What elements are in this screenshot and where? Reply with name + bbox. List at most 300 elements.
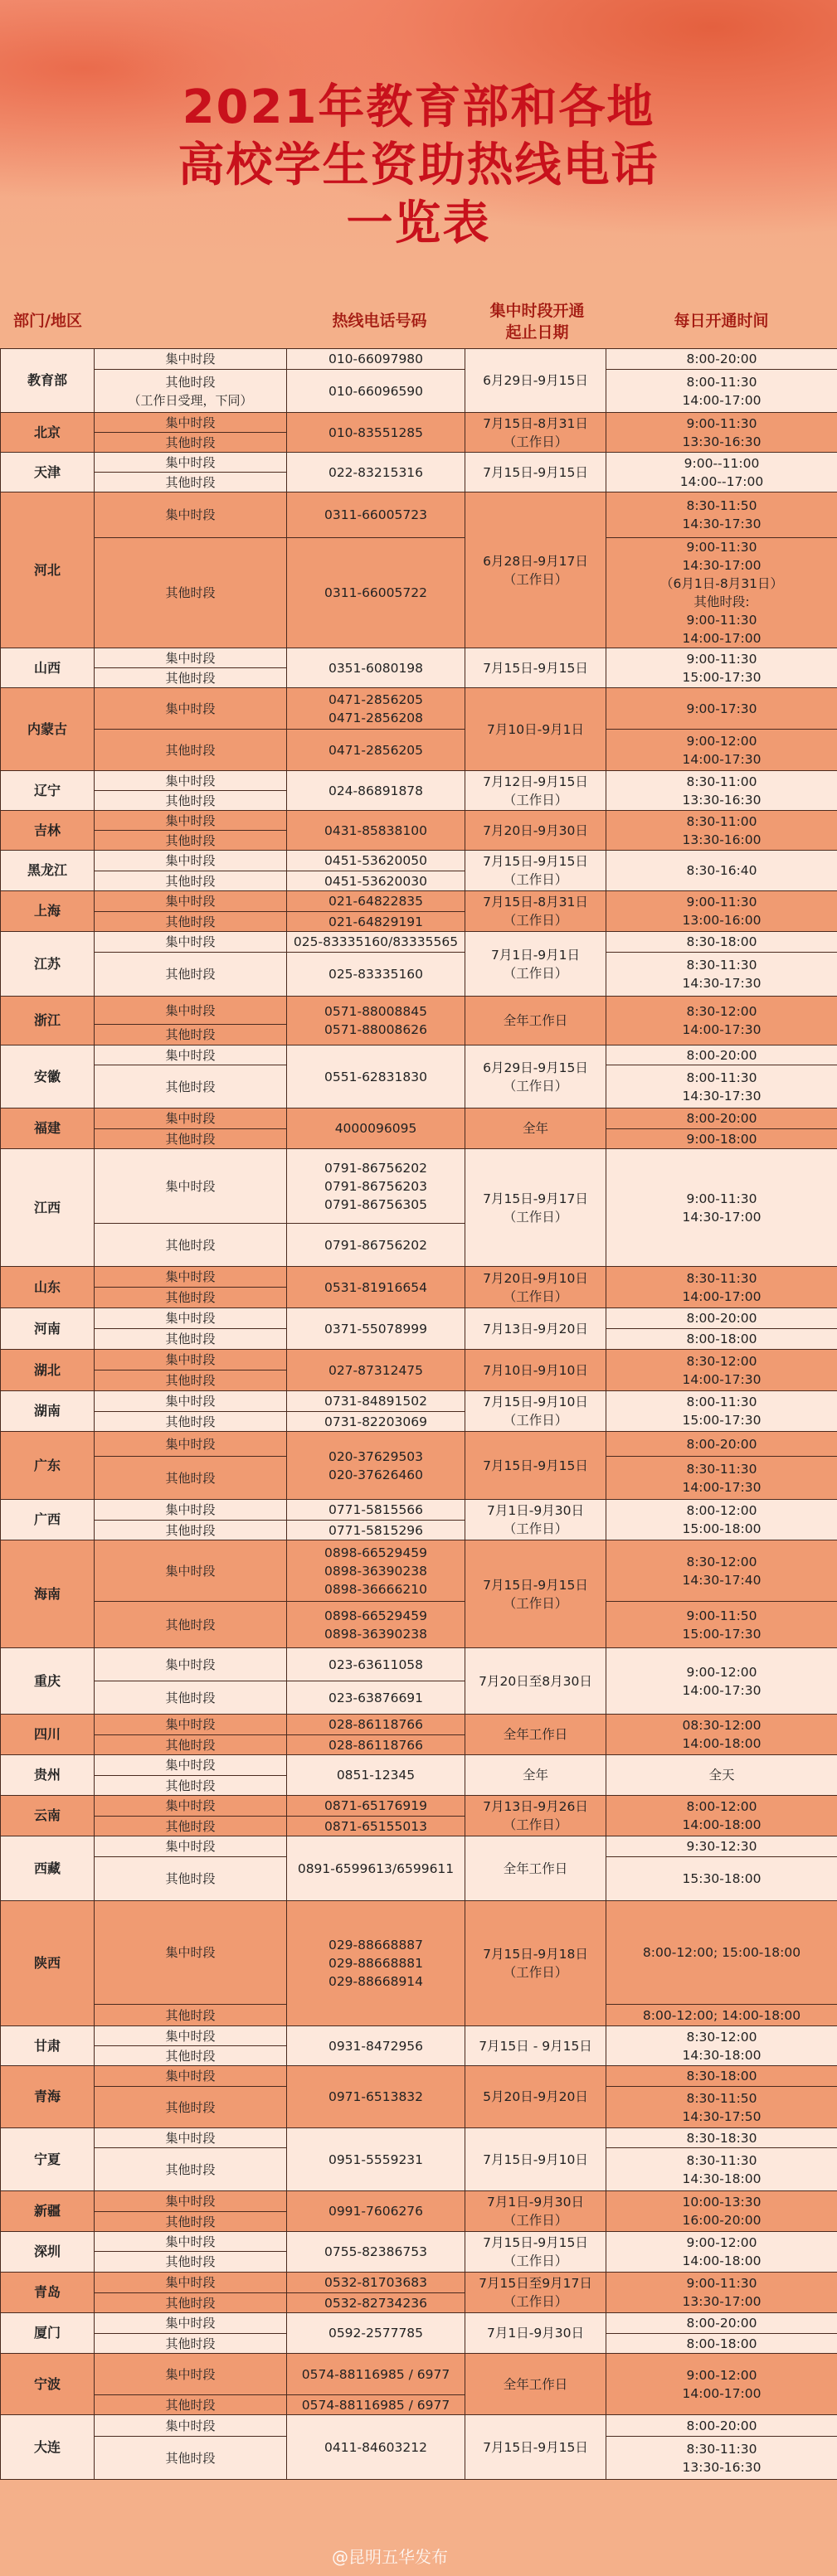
period-cell: 其他时段 <box>95 473 287 492</box>
period-cell: 其他时段 <box>95 1224 287 1267</box>
hours-cell: 8:00-18:00 <box>606 1329 837 1350</box>
table-row <box>1 771 837 791</box>
hours-cell: 9:00-12:00 14:00-17:30 <box>606 730 837 771</box>
phone-cell: 028-86118766 <box>287 1715 465 1735</box>
dates-cell: 7月12日-9月15日 （工作日） <box>465 771 606 811</box>
hours-cell: 8:00-11:30 14:00-17:00 <box>606 370 837 413</box>
hours-cell: 8:00-20:00 <box>606 349 837 370</box>
phone-cell: 027-87312475 <box>287 1350 465 1391</box>
period-cell: 其他时段 <box>95 1521 287 1540</box>
period-cell: 其他时段 <box>95 2046 287 2066</box>
phone-cell: 4000096095 <box>287 1109 465 1149</box>
region-cell: 大连 <box>1 2415 95 2480</box>
period-cell: 其他时段 <box>95 1857 287 1901</box>
region-cell: 教育部 <box>1 349 95 413</box>
page-title-line-1: 2021年教育部和各地 <box>182 80 655 134</box>
table-row <box>1 2066 837 2087</box>
header-region: 部门/地区 <box>13 312 82 330</box>
phone-cell: 025-83335160 <box>287 953 465 997</box>
phone-cell: 0371-55078999 <box>287 1308 465 1350</box>
table-row <box>1 453 837 473</box>
hours-cell: 8:00-18:00 <box>606 2334 837 2354</box>
phone-cell: 0311-66005722 <box>287 538 465 648</box>
period-cell: 其他时段 <box>95 791 287 811</box>
region-cell: 青岛 <box>1 2273 95 2313</box>
region-cell: 辽宁 <box>1 771 95 811</box>
phone-cell: 0771-5815566 <box>287 1500 465 1521</box>
phone-cell: 0411-84603212 <box>287 2415 465 2480</box>
period-cell: 其他时段 <box>95 433 287 453</box>
region-cell: 重庆 <box>1 1648 95 1715</box>
period-cell: 其他时段 <box>95 1681 287 1715</box>
table-row <box>1 1901 837 2005</box>
phone-cell: 022-83215316 <box>287 453 465 492</box>
period-cell: 其他时段 <box>95 912 287 932</box>
period-cell: 其他时段 <box>95 1370 287 1391</box>
table-row <box>1 1648 837 1681</box>
phone-cell: 0791-86756202 0791-86756203 0791-86756305 <box>287 1149 465 1224</box>
dates-cell: 7月20日-9月10日 （工作日） <box>465 1267 606 1308</box>
table-row <box>1 492 837 538</box>
hours-cell: 8:00-12:00 15:00-18:00 <box>606 1500 837 1540</box>
header-banner <box>0 0 837 274</box>
region-cell: 深圳 <box>1 2232 95 2273</box>
phone-cell: 010-66096590 <box>287 370 465 413</box>
table-row <box>1 851 837 871</box>
region-cell: 浙江 <box>1 997 95 1045</box>
period-cell: 集中时段 <box>95 453 287 473</box>
dates-cell: 7月15日-9月10日 <box>465 2128 606 2191</box>
phone-cell: 028-86118766 <box>287 1735 465 1755</box>
region-cell: 北京 <box>1 413 95 453</box>
period-cell: 其他时段 <box>95 1776 287 1796</box>
dates-cell: 7月15日-9月15日 （工作日） <box>465 2232 606 2273</box>
phone-cell: 0532-82734236 <box>287 2293 465 2313</box>
period-cell: 集中时段 <box>95 1432 287 1457</box>
phone-cell: 021-64822835 <box>287 891 465 912</box>
period-cell: 其他时段 <box>95 831 287 851</box>
period-cell: 其他时段 <box>95 1025 287 1045</box>
period-cell: 集中时段 <box>95 1149 287 1224</box>
table-row <box>1 1602 837 1648</box>
phone-cell: 0991-7606276 <box>287 2191 465 2232</box>
dates-cell: 7月1日-9月30日 （工作日） <box>465 2191 606 2232</box>
table-row <box>1 2354 837 2395</box>
table-row <box>1 730 837 771</box>
period-cell: 集中时段 <box>95 1836 287 1857</box>
hours-cell: 8:30-12:00 14:00-17:30 <box>606 997 837 1045</box>
hours-cell: 9:00-17:30 <box>606 688 837 730</box>
phone-cell: 0471-2856205 0471-2856208 <box>287 688 465 730</box>
table-row <box>1 2128 837 2148</box>
period-cell: 集中时段 <box>95 1350 287 1370</box>
table-row <box>1 2273 837 2293</box>
region-cell: 厦门 <box>1 2313 95 2354</box>
period-cell: 集中时段 <box>95 1391 287 1412</box>
phone-cell: 0571-88008845 0571-88008626 <box>287 997 465 1045</box>
table-row <box>1 1350 837 1370</box>
table-row <box>1 2026 837 2046</box>
phone-cell: 0431-85838100 <box>287 811 465 851</box>
period-cell: 其他时段 <box>95 1412 287 1432</box>
period-cell: 集中时段 <box>95 811 287 831</box>
hours-cell: 8:00-11:30 15:00-17:30 <box>606 1391 837 1432</box>
dates-cell: 7月20日-9月30日 <box>465 811 606 851</box>
phone-cell: 0755-82386753 <box>287 2232 465 2273</box>
phone-cell: 0898-66529459 0898-36390238 <box>287 1602 465 1648</box>
dates-cell: 5月20日-9月20日 <box>465 2066 606 2128</box>
region-cell: 海南 <box>1 1540 95 1648</box>
period-cell: 其他时段 <box>95 1457 287 1500</box>
table-row <box>1 1500 837 1521</box>
period-cell: 集中时段 <box>95 2313 287 2334</box>
period-cell: 其他时段 <box>95 2212 287 2232</box>
table-row <box>1 1267 837 1288</box>
phone-cell: 023-63876691 <box>287 1681 465 1715</box>
dates-cell: 7月15日-9月15日 （工作日） <box>465 1540 606 1648</box>
region-cell: 天津 <box>1 453 95 492</box>
phone-cell: 0971-6513832 <box>287 2066 465 2128</box>
dates-cell: 6月29日-9月15日 <box>465 349 606 413</box>
table-row <box>1 688 837 730</box>
table-row <box>1 2191 837 2212</box>
table-row <box>1 1796 837 1817</box>
hours-cell: 9:00-12:00 14:00-18:00 <box>606 2232 837 2273</box>
dates-cell: 全年工作日 <box>465 2354 606 2415</box>
hours-cell: 9:00-11:30 14:30-17:00 <box>606 1149 837 1267</box>
region-cell: 湖北 <box>1 1350 95 1391</box>
table-row <box>1 2232 837 2252</box>
period-cell: 集中时段 <box>95 1045 287 1065</box>
hours-cell: 8:30-11:30 14:30-17:30 <box>606 953 837 997</box>
period-cell: 其他时段 <box>95 1065 287 1109</box>
period-cell: 集中时段 <box>95 2232 287 2252</box>
region-cell: 广东 <box>1 1432 95 1500</box>
period-cell: 集中时段 <box>95 413 287 433</box>
region-cell: 贵州 <box>1 1755 95 1796</box>
table-row <box>1 370 837 413</box>
hours-cell: 8:00-20:00 <box>606 2415 837 2437</box>
hours-cell: 8:30-11:30 13:30-16:30 <box>606 2437 837 2480</box>
hours-cell: 10:00-13:30 16:00-20:00 <box>606 2191 837 2232</box>
hours-cell: 9:00-11:30 14:30-17:00 （6月1日-8月31日） 其他时段: 9:00-11:30 14:00-17:00 <box>606 538 837 648</box>
region-cell: 新疆 <box>1 2191 95 2232</box>
period-cell: 集中时段 <box>95 688 287 730</box>
period-cell: 其他时段 <box>95 2395 287 2415</box>
hours-cell: 9:00-11:30 13:00-16:00 <box>606 891 837 932</box>
dates-cell: 6月28日-9月17日 （工作日） <box>465 492 606 648</box>
table-row <box>1 2313 837 2334</box>
dates-cell: 全年工作日 <box>465 1836 606 1901</box>
region-cell: 青海 <box>1 2066 95 2128</box>
region-cell: 吉林 <box>1 811 95 851</box>
period-cell: 其他时段 <box>95 1288 287 1308</box>
phone-cell: 0592-2577785 <box>287 2313 465 2354</box>
dates-cell: 7月20日至8月30日 <box>465 1648 606 1715</box>
dates-cell: 7月15日-9月15日 （工作日） <box>465 851 606 891</box>
hours-cell: 9:00-18:00 <box>606 1129 837 1149</box>
period-cell: 其他时段 <box>95 2252 287 2273</box>
hotline-table <box>0 348 837 2480</box>
hours-cell: 8:00-20:00 <box>606 2313 837 2334</box>
region-cell: 江西 <box>1 1149 95 1267</box>
dates-cell: 7月15日-9月15日 <box>465 453 606 492</box>
hours-cell: 8:30-12:00 14:30-17:40 <box>606 1540 837 1602</box>
phone-cell: 0931-8472956 <box>287 2026 465 2066</box>
hours-cell: 9:00-11:30 13:30-17:00 <box>606 2273 837 2313</box>
region-cell: 安徽 <box>1 1045 95 1109</box>
header-phone: 热线电话号码 <box>332 312 427 330</box>
page-title-line-2: 高校学生资助热线电话 <box>178 138 659 192</box>
phone-cell: 0471-2856205 <box>287 730 465 771</box>
hours-cell: 08:30-12:00 14:00-18:00 <box>606 1715 837 1755</box>
period-cell: 集中时段 <box>95 1308 287 1329</box>
hours-cell: 9:00-11:30 13:30-16:30 <box>606 413 837 453</box>
table-row <box>1 1308 837 1329</box>
hours-cell: 8:00-20:00 <box>606 1308 837 1329</box>
dates-cell: 全年工作日 <box>465 997 606 1045</box>
hours-cell: 8:30-18:00 <box>606 2066 837 2087</box>
dates-cell: 7月1日-9月30日 （工作日） <box>465 1500 606 1540</box>
dates-cell: 7月1日-9月1日 （工作日） <box>465 932 606 997</box>
period-cell: 集中时段 <box>95 2026 287 2046</box>
phone-cell: 0351-6080198 <box>287 648 465 688</box>
phone-cell: 0871-65176919 <box>287 1796 465 1817</box>
hours-cell: 9:00-11:50 15:00-17:30 <box>606 1602 837 1648</box>
period-cell: 集中时段 <box>95 648 287 668</box>
dates-cell: 6月29日-9月15日 （工作日） <box>465 1045 606 1109</box>
period-cell: 其他时段 <box>95 1329 287 1350</box>
dates-cell: 7月10日-9月10日 <box>465 1350 606 1391</box>
period-cell: 集中时段 <box>95 932 287 953</box>
hours-cell: 8:00-12:00; 15:00-18:00 <box>606 1901 837 2005</box>
period-cell: 其他时段 <box>95 953 287 997</box>
table-row <box>1 997 837 1025</box>
period-cell: 其他时段 <box>95 2334 287 2354</box>
region-cell: 内蒙古 <box>1 688 95 771</box>
hours-cell: 9:00-11:30 15:00-17:30 <box>606 648 837 688</box>
phone-cell: 0311-66005723 <box>287 492 465 538</box>
period-cell: 集中时段 <box>95 1715 287 1735</box>
period-cell: 其他时段 <box>95 1129 287 1149</box>
dates-cell: 7月1日-9月30日 <box>465 2313 606 2354</box>
hours-cell: 8:30-16:40 <box>606 851 837 891</box>
period-cell: 集中时段 <box>95 2128 287 2148</box>
table-row <box>1 1836 837 1857</box>
period-cell: 集中时段 <box>95 1901 287 2005</box>
period-cell: 集中时段 <box>95 2415 287 2437</box>
dates-cell: 7月15日-9月10日 （工作日） <box>465 1391 606 1432</box>
table-row <box>1 1540 837 1602</box>
region-cell: 黑龙江 <box>1 851 95 891</box>
phone-cell: 0574-88116985 / 6977 <box>287 2354 465 2395</box>
hours-cell: 8:30-11:50 14:30-17:30 <box>606 492 837 538</box>
dates-cell: 全年 <box>465 1109 606 1149</box>
table-row <box>1 1045 837 1065</box>
period-cell: 其他时段 <box>95 1735 287 1755</box>
phone-cell: 0551-62831830 <box>287 1045 465 1109</box>
phone-cell: 0451-53620050 <box>287 851 465 871</box>
region-cell: 宁夏 <box>1 2128 95 2191</box>
hours-cell: 8:30-12:00 14:30-18:00 <box>606 2026 837 2066</box>
phone-cell: 010-83551285 <box>287 413 465 453</box>
phone-cell: 010-66097980 <box>287 349 465 370</box>
phone-cell: 0951-5559231 <box>287 2128 465 2191</box>
phone-cell: 0898-66529459 0898-36390238 0898-36666210 <box>287 1540 465 1602</box>
region-cell: 云南 <box>1 1796 95 1836</box>
dates-cell: 7月15日 - 9月15日 <box>465 2026 606 2066</box>
dates-cell: 7月15日至9月17日 （工作日） <box>465 2273 606 2313</box>
period-cell: 集中时段 <box>95 2273 287 2293</box>
dates-cell: 全年工作日 <box>465 1715 606 1755</box>
hours-cell: 8:30-11:30 14:30-18:00 <box>606 2148 837 2191</box>
hours-cell: 8:00-12:00; 14:00-18:00 <box>606 2005 837 2026</box>
dates-cell: 7月13日-9月20日 <box>465 1308 606 1350</box>
header-hours: 每日开通时间 <box>674 312 769 330</box>
period-cell: 集中时段 <box>95 1267 287 1288</box>
phone-cell: 0574-88116985 / 6977 <box>287 2395 465 2415</box>
region-cell: 广西 <box>1 1500 95 1540</box>
watermark-text: @昆明五华发布 <box>332 2547 448 2567</box>
hours-cell: 全天 <box>606 1755 837 1796</box>
period-cell: 集中时段 <box>95 2354 287 2395</box>
hours-cell: 8:30-11:50 14:30-17:50 <box>606 2087 837 2128</box>
table-row <box>1 1149 837 1224</box>
region-cell: 宁波 <box>1 2354 95 2415</box>
phone-cell: 024-86891878 <box>287 771 465 811</box>
period-cell: 集中时段 <box>95 1540 287 1602</box>
phone-cell: 025-83335160/83335565 <box>287 932 465 953</box>
period-cell: 其他时段 （工作日受理，下同） <box>95 370 287 413</box>
region-cell: 江苏 <box>1 932 95 997</box>
table-row <box>1 953 837 997</box>
period-cell: 其他时段 <box>95 1817 287 1836</box>
phone-cell: 0731-84891502 <box>287 1391 465 1412</box>
table-row <box>1 932 837 953</box>
region-cell: 福建 <box>1 1109 95 1149</box>
table-row <box>1 2415 837 2437</box>
phone-cell: 021-64829191 <box>287 912 465 932</box>
period-cell: 其他时段 <box>95 2437 287 2480</box>
table-row <box>1 413 837 433</box>
page-title-line-3: 一览表 <box>346 196 491 250</box>
dates-cell: 7月15日-9月18日 （工作日） <box>465 1901 606 2026</box>
hours-cell: 8:30-11:30 14:00-17:00 <box>606 1267 837 1308</box>
period-cell: 集中时段 <box>95 2066 287 2087</box>
phone-cell: 0891-6599613/6599611 <box>287 1836 465 1901</box>
period-cell: 其他时段 <box>95 2005 287 2026</box>
period-cell: 集中时段 <box>95 771 287 791</box>
period-cell: 集中时段 <box>95 1796 287 1817</box>
period-cell: 集中时段 <box>95 2191 287 2212</box>
period-cell: 集中时段 <box>95 349 287 370</box>
hours-cell: 9:00-12:00 14:00-17:00 <box>606 2354 837 2415</box>
hours-cell: 8:30-12:00 14:00-17:30 <box>606 1350 837 1391</box>
period-cell: 集中时段 <box>95 1648 287 1681</box>
hours-cell: 8:00-12:00 14:00-18:00 <box>606 1796 837 1836</box>
hours-cell: 8:30-18:00 <box>606 932 837 953</box>
hours-cell: 8:30-18:30 <box>606 2128 837 2148</box>
dates-cell: 7月13日-9月26日 （工作日） <box>465 1796 606 1836</box>
hours-cell: 8:00-20:00 <box>606 1432 837 1457</box>
region-cell: 四川 <box>1 1715 95 1755</box>
hours-cell: 8:00-20:00 <box>606 1109 837 1129</box>
phone-cell: 029-88668887 029-88668881 029-88668914 <box>287 1901 465 2026</box>
table-row <box>1 1391 837 1412</box>
period-cell: 其他时段 <box>95 668 287 688</box>
period-cell: 集中时段 <box>95 1500 287 1521</box>
hours-cell: 8:30-11:00 13:30-16:30 <box>606 771 837 811</box>
region-cell: 陕西 <box>1 1901 95 2026</box>
table-row <box>1 648 837 668</box>
dates-cell: 7月15日-9月15日 <box>465 2415 606 2480</box>
region-cell: 湖南 <box>1 1391 95 1432</box>
hours-cell: 9:00--11:00 14:00--17:00 <box>606 453 837 492</box>
region-cell: 河北 <box>1 492 95 648</box>
dates-cell: 7月15日-8月31日 （工作日） <box>465 413 606 453</box>
phone-cell: 0851-12345 <box>287 1755 465 1796</box>
period-cell: 其他时段 <box>95 871 287 891</box>
table-row <box>1 349 837 370</box>
table-row <box>1 1432 837 1457</box>
period-cell: 其他时段 <box>95 730 287 771</box>
hours-cell: 8:00-20:00 <box>606 1045 837 1065</box>
table-row <box>1 891 837 912</box>
period-cell: 集中时段 <box>95 1755 287 1776</box>
dates-cell: 7月15日-9月17日 （工作日） <box>465 1149 606 1267</box>
period-cell: 其他时段 <box>95 2293 287 2313</box>
dates-cell: 7月15日-9月15日 <box>465 1432 606 1500</box>
hours-cell: 8:30-11:30 14:00-17:30 <box>606 1457 837 1500</box>
hours-cell: 8:00-11:30 14:30-17:30 <box>606 1065 837 1109</box>
period-cell: 集中时段 <box>95 851 287 871</box>
region-cell: 山东 <box>1 1267 95 1308</box>
dates-cell: 7月15日-8月31日 （工作日） <box>465 891 606 932</box>
period-cell: 集中时段 <box>95 1109 287 1129</box>
table-row <box>1 1715 837 1735</box>
hours-cell: 15:30-18:00 <box>606 1857 837 1901</box>
table-row <box>1 538 837 648</box>
dates-cell: 7月15日-9月15日 <box>465 648 606 688</box>
phone-cell: 0531-81916654 <box>287 1267 465 1308</box>
region-cell: 河南 <box>1 1308 95 1350</box>
hours-cell: 9:00-12:00 14:00-17:30 <box>606 1648 837 1715</box>
region-cell: 山西 <box>1 648 95 688</box>
phone-cell: 0791-86756202 <box>287 1224 465 1267</box>
phone-cell: 020-37629503 020-37626460 <box>287 1432 465 1500</box>
table-row <box>1 1109 837 1129</box>
table-row <box>1 1755 837 1776</box>
phone-cell: 0731-82203069 <box>287 1412 465 1432</box>
region-cell: 西藏 <box>1 1836 95 1901</box>
period-cell: 集中时段 <box>95 492 287 538</box>
header-period-line-2: 起止日期 <box>505 323 569 342</box>
period-cell: 集中时段 <box>95 891 287 912</box>
phone-cell: 0451-53620030 <box>287 871 465 891</box>
phone-cell: 0871-65155013 <box>287 1817 465 1836</box>
period-cell: 其他时段 <box>95 2087 287 2128</box>
phone-cell: 0532-81703683 <box>287 2273 465 2293</box>
period-cell: 其他时段 <box>95 538 287 648</box>
period-cell: 集中时段 <box>95 997 287 1025</box>
period-cell: 其他时段 <box>95 1602 287 1648</box>
period-cell: 其他时段 <box>95 2148 287 2191</box>
header-period-line-1: 集中时段开通 <box>489 302 585 320</box>
hours-cell: 8:30-11:00 13:30-16:00 <box>606 811 837 851</box>
dates-cell: 全年 <box>465 1755 606 1796</box>
phone-cell: 0771-5815296 <box>287 1521 465 1540</box>
region-cell: 上海 <box>1 891 95 932</box>
